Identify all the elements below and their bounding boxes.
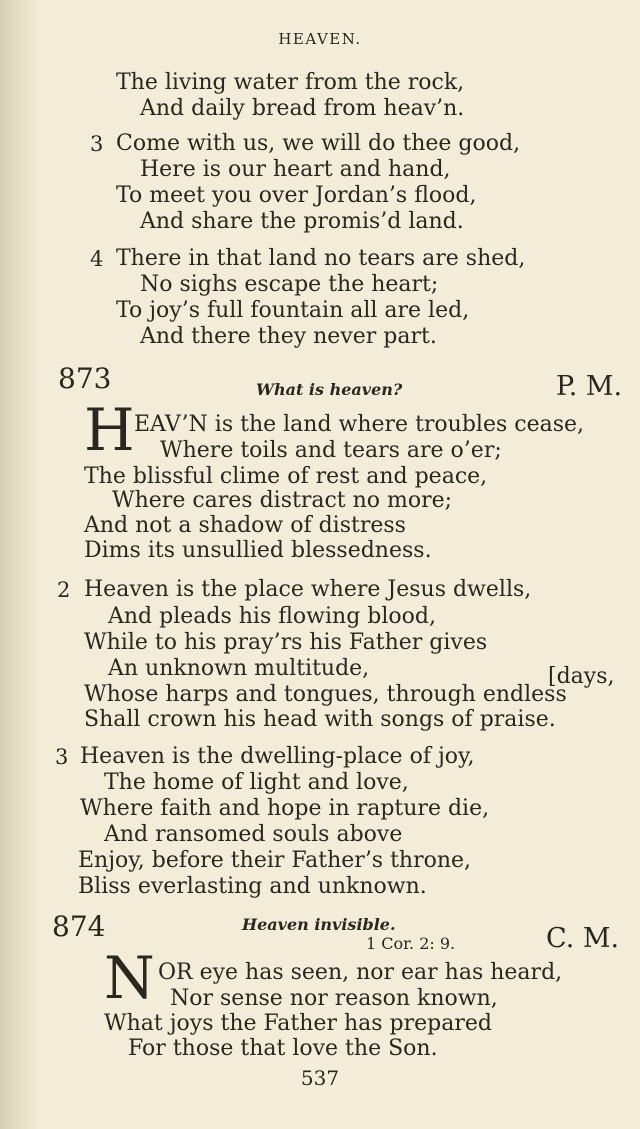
stanza-number: 3 — [90, 132, 104, 156]
verse-line: The home of light and love, — [104, 770, 409, 795]
verse-line: And pleads his flowing blood, — [108, 604, 436, 629]
drop-cap: N — [104, 944, 155, 1012]
verse-line: OR eye has seen, nor ear has heard, — [158, 960, 563, 985]
verse-line: And daily bread from heav’n. — [140, 96, 465, 121]
hymn-meter: P. M. — [556, 371, 623, 402]
verse-line: And there they never part. — [140, 324, 437, 349]
verse-line: To meet you over Jordan’s flood, — [116, 183, 477, 208]
verse-line: And not a shadow of distress — [84, 513, 406, 538]
verse-line: And share the promis’d land. — [140, 209, 464, 234]
verse-line: An unknown multitude, — [108, 656, 370, 681]
running-head: HEAVEN. — [278, 30, 362, 48]
verse-line: The living water from the rock, — [116, 70, 465, 95]
verse-line: Come with us, we will do thee good, — [116, 131, 521, 156]
verse-line: Here is our heart and hand, — [140, 157, 451, 182]
verse-line: No sighs escape the heart; — [140, 272, 439, 297]
verse-line: There in that land no tears are shed, — [116, 246, 526, 271]
verse-line: EAV’N is the land where troubles cease, — [134, 412, 585, 437]
hymn-number: 873 — [58, 362, 112, 395]
verse-line: Whose harps and tongues, through endless — [84, 682, 567, 707]
turnover-text: [days, — [548, 664, 615, 689]
verse-line: Where toils and tears are o’er; — [160, 438, 502, 463]
verse-line: Heaven is the dwelling-place of joy, — [80, 744, 475, 769]
verse-line: For those that love the Son. — [128, 1036, 438, 1061]
hymn-meter: C. M. — [546, 923, 620, 954]
verse-line: Bliss everlasting and unknown. — [78, 874, 427, 899]
verse-line: Where faith and hope in rapture die, — [80, 796, 490, 821]
hymn-number: 874 — [52, 910, 106, 943]
stanza-number: 4 — [90, 247, 104, 271]
verse-line: To joy’s full fountain all are led, — [116, 298, 470, 323]
page-number: 537 — [300, 1066, 340, 1090]
verse-line: Shall crown his head with songs of praise. — [84, 707, 556, 732]
verse-line: Enjoy, before their Father’s throne, — [78, 848, 472, 873]
verse-line: Nor sense nor reason known, — [170, 986, 498, 1011]
verse-line: Where cares distract no more; — [112, 488, 453, 513]
scripture-reference: 1 Cor. 2: 9. — [366, 934, 456, 953]
verse-line: While to his pray’rs his Father gives — [84, 630, 488, 655]
verse-line: What joys the Father has prepared — [104, 1011, 492, 1036]
verse-line: Heaven is the place where Jesus dwells, — [84, 577, 532, 602]
hymn-title: What is heaven? — [256, 380, 403, 399]
stanza-number: 2 — [57, 578, 71, 602]
verse-line: The blissful clime of rest and peace, — [84, 464, 488, 489]
verse-line: And ransomed souls above — [104, 822, 403, 847]
drop-cap: H — [84, 396, 135, 464]
page-spine-shadow — [0, 0, 40, 1129]
stanza-number: 3 — [55, 745, 69, 769]
hymn-title: Heaven invisible. — [242, 915, 396, 934]
verse-line: Dims its unsullied blessedness. — [84, 538, 432, 563]
